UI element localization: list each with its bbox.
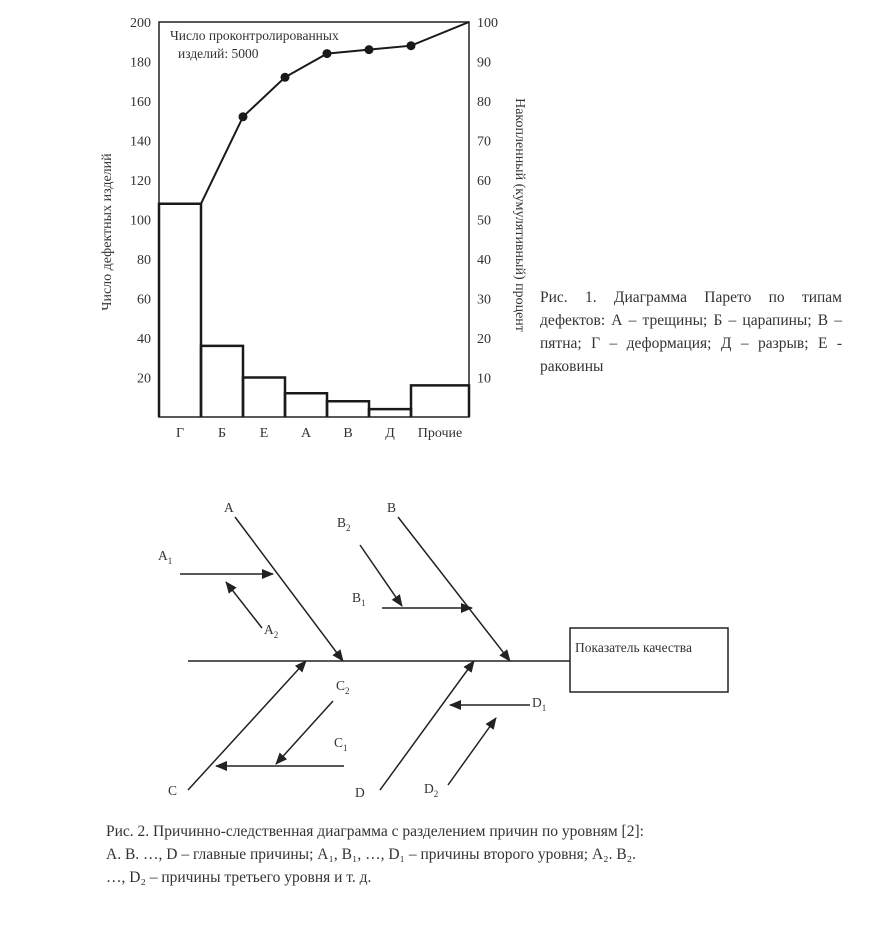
cause-b1-label: $B_1$ <box>352 590 366 608</box>
cause-c2-label: $C_2$ <box>336 678 350 696</box>
cause-d2-label: $D_2$ <box>424 781 439 799</box>
right-tick-label: 90 <box>477 55 491 71</box>
right-tick-label: 70 <box>477 134 491 150</box>
right-tick-label: 30 <box>477 292 491 308</box>
cause-a2-label: $A_2$ <box>264 622 279 640</box>
figure2-caption-line2: A. B. …, D – главные причины; A₁, B₁, …, D₁ – причины второго уровня; A₂. B₂. <box>106 846 636 863</box>
main-cause-c-label: C <box>168 783 178 798</box>
left-tick-label: 20 <box>137 371 151 387</box>
cause-b2-line <box>360 545 402 606</box>
category-label: А <box>300 426 312 441</box>
effect-box <box>570 628 728 692</box>
right-tick-label: 60 <box>477 174 491 189</box>
right-tick-label: 40 <box>477 253 491 268</box>
left-tick-label: 100 <box>130 213 151 229</box>
bone-b <box>398 517 510 661</box>
main-cause-a-label: A <box>224 500 234 515</box>
cause-d1-label: $D_1$ <box>532 695 547 713</box>
left-tick-label: 180 <box>130 55 151 71</box>
left-tick-label: 40 <box>137 332 151 347</box>
cause-c1-label: $C_1$ <box>334 735 348 753</box>
effect-label: Показатель качества <box>575 640 692 655</box>
left-tick-label: 120 <box>130 174 151 189</box>
cause-c2-line <box>276 701 333 764</box>
cause-a2-line <box>226 582 262 628</box>
left-tick-label: 80 <box>137 253 151 268</box>
figure2-caption-line3: …, D₂ – причины третьего уровня и т. д. <box>106 869 372 886</box>
category-label: Б <box>217 426 227 441</box>
main-cause-d-label: D <box>355 785 365 800</box>
figure2-caption <box>106 820 826 889</box>
bone-d <box>380 661 474 790</box>
right-tick-label: 80 <box>477 95 491 110</box>
left-tick-label: 60 <box>137 292 151 308</box>
category-label: Г <box>175 426 185 441</box>
left-tick-label: 140 <box>130 134 151 150</box>
right-tick-label: 100 <box>477 16 498 31</box>
bone-a <box>235 517 343 661</box>
inspected-count-note-line2: изделий: 5000 <box>178 46 259 61</box>
right-tick-label: 10 <box>477 371 491 387</box>
category-label: Прочие <box>417 426 463 441</box>
left-axis-title: Число дефектных изделий <box>100 153 115 311</box>
category-label: Е <box>259 426 269 441</box>
cause-a1-label: $A_1$ <box>158 548 173 566</box>
category-label: В <box>343 426 353 441</box>
inspected-count-note-line1: Число проконтролированных <box>170 28 339 43</box>
right-tick-label: 50 <box>477 213 491 229</box>
cause-d2-line <box>448 718 496 785</box>
category-label: Д <box>385 426 395 441</box>
right-axis-title: Накопленный (кумулятивный) процент <box>512 98 527 332</box>
bone-c <box>188 661 306 790</box>
left-tick-label: 160 <box>130 95 151 110</box>
cause-b2-label: $B_2$ <box>337 515 351 533</box>
figure1-caption: Рис. 1. Диаграмма Парето по типам дефектов: А – трещины; Б – царапины; В – пятна; Г – деформация; Д – разрыв; Е - раковины <box>540 289 842 375</box>
left-tick-label: 200 <box>130 16 151 31</box>
main-cause-b-label: B <box>387 500 397 515</box>
right-tick-label: 20 <box>477 332 491 347</box>
figure2-caption-line1: Рис. 2. Причинно-следственная диаграмма с разделением причин по уровням [2]: <box>106 823 644 840</box>
